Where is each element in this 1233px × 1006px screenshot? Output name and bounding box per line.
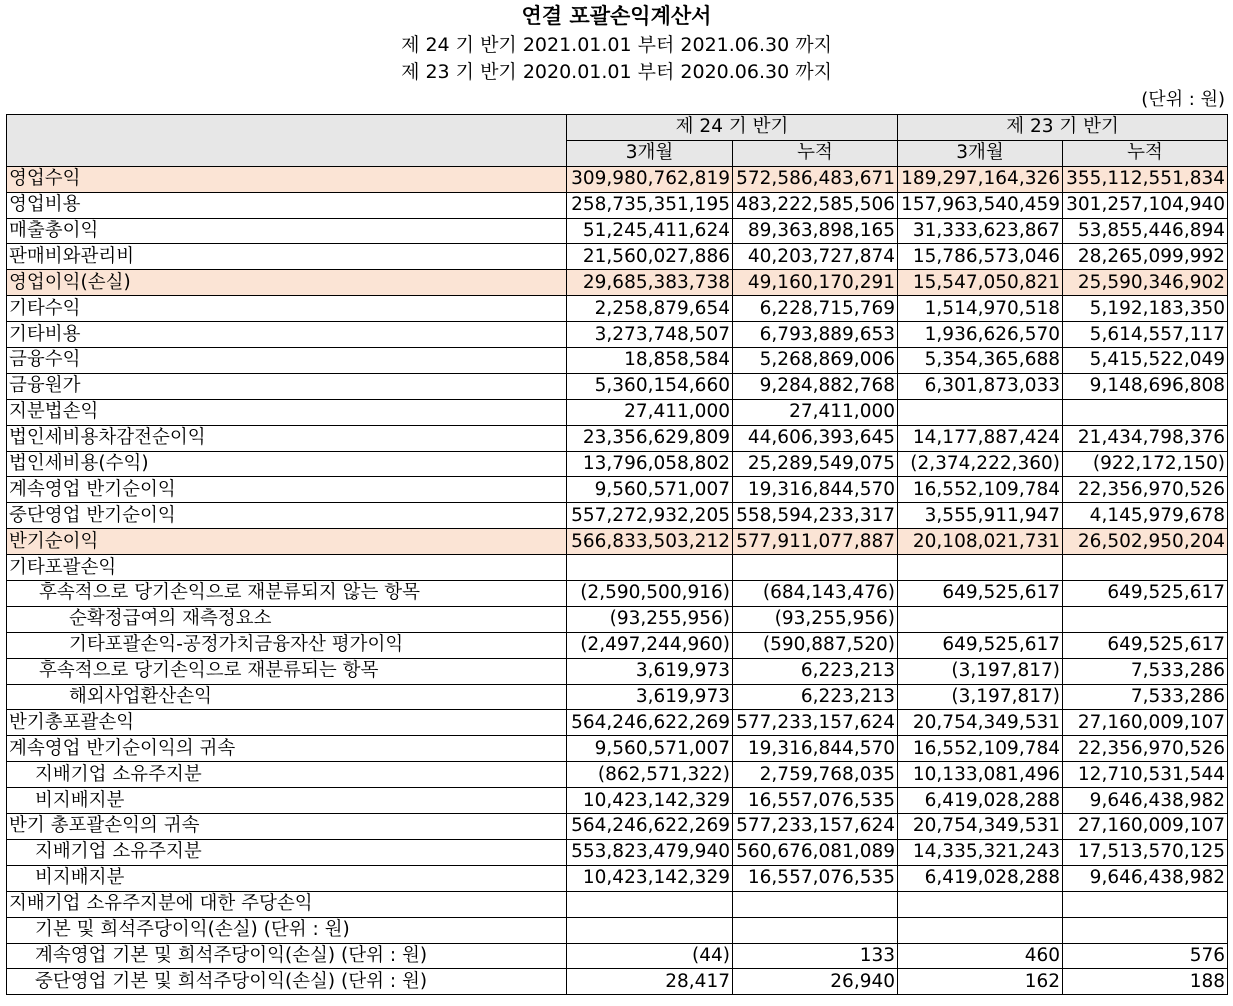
row-value: 6,223,213 [733, 684, 898, 710]
row-value [898, 555, 1063, 581]
row-value: 188 [1063, 969, 1228, 995]
row-value: 18,858,584 [567, 348, 733, 374]
row-label: 법인세비용(수익) [7, 451, 567, 477]
period-prior: 제 23 기 반기 2020.01.01 부터 2020.06.30 까지 [401, 61, 832, 83]
row-value: (93,255,956) [567, 606, 733, 632]
row-value: 3,273,748,507 [567, 322, 733, 348]
table-row [7, 839, 1228, 865]
row-label: 계속영업 반기순이익의 귀속 [7, 736, 567, 762]
table-row [7, 270, 1228, 296]
period-current: 제 24 기 반기 2021.01.01 부터 2021.06.30 까지 [401, 34, 832, 56]
row-value: 460 [898, 943, 1063, 969]
row-value: 5,354,365,688 [898, 348, 1063, 374]
row-label: 지배기업 소유주지분 [7, 762, 567, 788]
statement-title: 연결 포괄손익계산서 [521, 4, 712, 28]
row-value [1063, 891, 1228, 917]
row-value: 20,108,021,731 [898, 529, 1063, 555]
row-label: 기본 및 희석주당이익(손실) (단위 : 원) [7, 917, 567, 943]
table-row [7, 943, 1228, 969]
row-value: 14,335,321,243 [898, 839, 1063, 865]
row-label: 해외사업환산손익 [7, 684, 567, 710]
row-value: 6,793,889,653 [733, 322, 898, 348]
table-row [7, 606, 1228, 632]
table-row [7, 658, 1228, 684]
table-row [7, 296, 1228, 322]
table-row [7, 425, 1228, 451]
row-value [567, 891, 733, 917]
row-value: (922,172,150) [1063, 451, 1228, 477]
row-value: 5,360,154,660 [567, 373, 733, 399]
row-value: 5,192,183,350 [1063, 296, 1228, 322]
row-label: 계속영업 반기순이익 [7, 477, 567, 503]
row-value: 28,417 [567, 969, 733, 995]
row-label: 반기총포괄손익 [7, 710, 567, 736]
row-value: 10,423,142,329 [567, 865, 733, 891]
row-value: 9,646,438,982 [1063, 788, 1228, 814]
row-value: 6,419,028,288 [898, 788, 1063, 814]
row-value: 9,148,696,808 [1063, 373, 1228, 399]
row-value: 12,710,531,544 [1063, 762, 1228, 788]
row-value: (3,197,817) [898, 658, 1063, 684]
row-value: 162 [898, 969, 1063, 995]
row-value: 15,547,050,821 [898, 270, 1063, 296]
table-row [7, 684, 1228, 710]
row-value: 9,284,882,768 [733, 373, 898, 399]
row-value: 649,525,617 [898, 581, 1063, 607]
row-value: 301,257,104,940 [1063, 192, 1228, 218]
row-label: 영업이익(손실) [7, 270, 567, 296]
row-label: 반기순이익 [7, 529, 567, 555]
table-row [7, 348, 1228, 374]
row-value: 16,557,076,535 [733, 788, 898, 814]
header-prior-cumulative: 누적 [1063, 140, 1228, 166]
row-value: 31,333,623,867 [898, 218, 1063, 244]
row-value: 26,502,950,204 [1063, 529, 1228, 555]
row-label: 법인세비용차감전순이익 [7, 425, 567, 451]
table-row [7, 632, 1228, 658]
row-value: 5,415,522,049 [1063, 348, 1228, 374]
row-label: 금융수익 [7, 348, 567, 374]
row-value: 189,297,164,326 [898, 166, 1063, 192]
row-value: (590,887,520) [733, 632, 898, 658]
row-value: 9,560,571,007 [567, 477, 733, 503]
row-value: 21,434,798,376 [1063, 425, 1228, 451]
header-period-current: 제 24 기 반기 [567, 115, 898, 141]
header-period-prior: 제 23 기 반기 [898, 115, 1228, 141]
row-value [567, 555, 733, 581]
row-value: 309,980,762,819 [567, 166, 733, 192]
table-row [7, 218, 1228, 244]
row-value: 649,525,617 [898, 632, 1063, 658]
row-value: 40,203,727,874 [733, 244, 898, 270]
row-value: 649,525,617 [1063, 581, 1228, 607]
header-prior-3month: 3개월 [898, 140, 1063, 166]
row-value: 355,112,551,834 [1063, 166, 1228, 192]
row-value: (3,197,817) [898, 684, 1063, 710]
row-label: 후속적으로 당기손익으로 재분류되는 항목 [7, 658, 567, 684]
table-row [7, 762, 1228, 788]
row-label: 비지배지분 [7, 865, 567, 891]
row-value: (2,590,500,916) [567, 581, 733, 607]
table-row [7, 710, 1228, 736]
row-value: 2,759,768,035 [733, 762, 898, 788]
row-value: 20,754,349,531 [898, 814, 1063, 840]
row-value: 49,160,170,291 [733, 270, 898, 296]
row-value: 6,419,028,288 [898, 865, 1063, 891]
row-value: 14,177,887,424 [898, 425, 1063, 451]
table-row [7, 451, 1228, 477]
row-value: (44) [567, 943, 733, 969]
row-label: 매출총이익 [7, 218, 567, 244]
table-row [7, 399, 1228, 425]
row-value [1063, 555, 1228, 581]
row-value: 483,222,585,506 [733, 192, 898, 218]
row-label: 기타수익 [7, 296, 567, 322]
table-row [7, 865, 1228, 891]
table-row [7, 322, 1228, 348]
row-value: 5,268,869,006 [733, 348, 898, 374]
row-value: 27,411,000 [567, 399, 733, 425]
table-row [7, 166, 1228, 192]
header-account-cell [7, 115, 567, 167]
table-row [7, 788, 1228, 814]
row-value [1063, 606, 1228, 632]
row-label: 기타포괄손익 [7, 555, 567, 581]
row-value: (93,255,956) [733, 606, 898, 632]
row-label: 중단영업 기본 및 희석주당이익(손실) (단위 : 원) [7, 969, 567, 995]
row-value: 1,514,970,518 [898, 296, 1063, 322]
row-value: 557,272,932,205 [567, 503, 733, 529]
row-value: 558,594,233,317 [733, 503, 898, 529]
row-value: 22,356,970,526 [1063, 477, 1228, 503]
row-value [1063, 399, 1228, 425]
row-value: 1,936,626,570 [898, 322, 1063, 348]
row-label: 반기 총포괄손익의 귀속 [7, 814, 567, 840]
row-value: 15,786,573,046 [898, 244, 1063, 270]
row-label: 기타비용 [7, 322, 567, 348]
row-value: 6,301,873,033 [898, 373, 1063, 399]
table-row [7, 891, 1228, 917]
row-value: 566,833,503,212 [567, 529, 733, 555]
table-row [7, 529, 1228, 555]
row-value: 3,555,911,947 [898, 503, 1063, 529]
row-value: 16,557,076,535 [733, 865, 898, 891]
header-row-periods [7, 115, 1228, 141]
row-value [898, 891, 1063, 917]
table-row [7, 192, 1228, 218]
row-value [1063, 917, 1228, 943]
row-value: 3,619,973 [567, 658, 733, 684]
row-value: 51,245,411,624 [567, 218, 733, 244]
row-value: 17,513,570,125 [1063, 839, 1228, 865]
row-value: 27,411,000 [733, 399, 898, 425]
row-value: 10,133,081,496 [898, 762, 1063, 788]
row-value: 22,356,970,526 [1063, 736, 1228, 762]
row-value: 553,823,479,940 [567, 839, 733, 865]
table-row [7, 244, 1228, 270]
table-row [7, 969, 1228, 995]
row-label: 영업수익 [7, 166, 567, 192]
row-value: 29,685,383,738 [567, 270, 733, 296]
row-value: 5,614,557,117 [1063, 322, 1228, 348]
row-value: 3,619,973 [567, 684, 733, 710]
row-value: 258,735,351,195 [567, 192, 733, 218]
row-value: 26,940 [733, 969, 898, 995]
row-value: 133 [733, 943, 898, 969]
row-value: 44,606,393,645 [733, 425, 898, 451]
row-value [898, 917, 1063, 943]
row-value: 560,676,081,089 [733, 839, 898, 865]
row-value: (2,374,222,360) [898, 451, 1063, 477]
table-row [7, 503, 1228, 529]
table-row [7, 373, 1228, 399]
row-label: 판매비와관리비 [7, 244, 567, 270]
header-current-cumulative: 누적 [733, 140, 898, 166]
row-value: 2,258,879,654 [567, 296, 733, 322]
row-value: 10,423,142,329 [567, 788, 733, 814]
row-value: 577,911,077,887 [733, 529, 898, 555]
row-value [898, 606, 1063, 632]
row-value: 16,552,109,784 [898, 477, 1063, 503]
row-label: 지배기업 소유주지분 [7, 839, 567, 865]
row-value: 572,586,483,671 [733, 166, 898, 192]
row-value: 564,246,622,269 [567, 814, 733, 840]
header-current-3month: 3개월 [567, 140, 733, 166]
table-row [7, 736, 1228, 762]
row-value: 27,160,009,107 [1063, 814, 1228, 840]
row-value [733, 555, 898, 581]
row-value: 9,560,571,007 [567, 736, 733, 762]
row-label: 영업비용 [7, 192, 567, 218]
row-value: 19,316,844,570 [733, 736, 898, 762]
row-label: 금융원가 [7, 373, 567, 399]
row-value: 4,145,979,678 [1063, 503, 1228, 529]
income-statement-table [6, 114, 1228, 995]
row-label: 계속영업 기본 및 희석주당이익(손실) (단위 : 원) [7, 943, 567, 969]
table-row [7, 477, 1228, 503]
row-label: 기타포괄손익-공정가치금융자산 평가이익 [7, 632, 567, 658]
row-label: 후속적으로 당기손익으로 재분류되지 않는 항목 [7, 581, 567, 607]
row-value: 649,525,617 [1063, 632, 1228, 658]
table-row [7, 814, 1228, 840]
row-value: 564,246,622,269 [567, 710, 733, 736]
row-value: 6,228,715,769 [733, 296, 898, 322]
row-value [733, 891, 898, 917]
row-value: 25,590,346,902 [1063, 270, 1228, 296]
row-value: (862,571,322) [567, 762, 733, 788]
table-row [7, 581, 1228, 607]
row-value [567, 917, 733, 943]
table-row [7, 917, 1228, 943]
row-value: 7,533,286 [1063, 684, 1228, 710]
row-value: 577,233,157,624 [733, 814, 898, 840]
row-label: 지배기업 소유주지분에 대한 주당손익 [7, 891, 567, 917]
row-value [898, 399, 1063, 425]
row-value: 7,533,286 [1063, 658, 1228, 684]
row-value: 16,552,109,784 [898, 736, 1063, 762]
row-value: 577,233,157,624 [733, 710, 898, 736]
row-value: 20,754,349,531 [898, 710, 1063, 736]
row-label: 지분법손익 [7, 399, 567, 425]
row-value: 28,265,099,992 [1063, 244, 1228, 270]
unit-label: (단위 : 원) [1141, 89, 1225, 110]
row-value: (2,497,244,960) [567, 632, 733, 658]
row-value: 13,796,058,802 [567, 451, 733, 477]
row-value: 6,223,213 [733, 658, 898, 684]
row-value: 23,356,629,809 [567, 425, 733, 451]
table-row [7, 555, 1228, 581]
row-value: 25,289,549,075 [733, 451, 898, 477]
row-value [733, 917, 898, 943]
row-value: 27,160,009,107 [1063, 710, 1228, 736]
row-label: 순확정급여의 재측정요소 [7, 606, 567, 632]
row-value: (684,143,476) [733, 581, 898, 607]
row-label: 중단영업 반기순이익 [7, 503, 567, 529]
row-value: 576 [1063, 943, 1228, 969]
row-value: 19,316,844,570 [733, 477, 898, 503]
row-value: 21,560,027,886 [567, 244, 733, 270]
row-value: 9,646,438,982 [1063, 865, 1228, 891]
row-label: 비지배지분 [7, 788, 567, 814]
row-value: 89,363,898,165 [733, 218, 898, 244]
row-value: 53,855,446,894 [1063, 218, 1228, 244]
row-value: 157,963,540,459 [898, 192, 1063, 218]
